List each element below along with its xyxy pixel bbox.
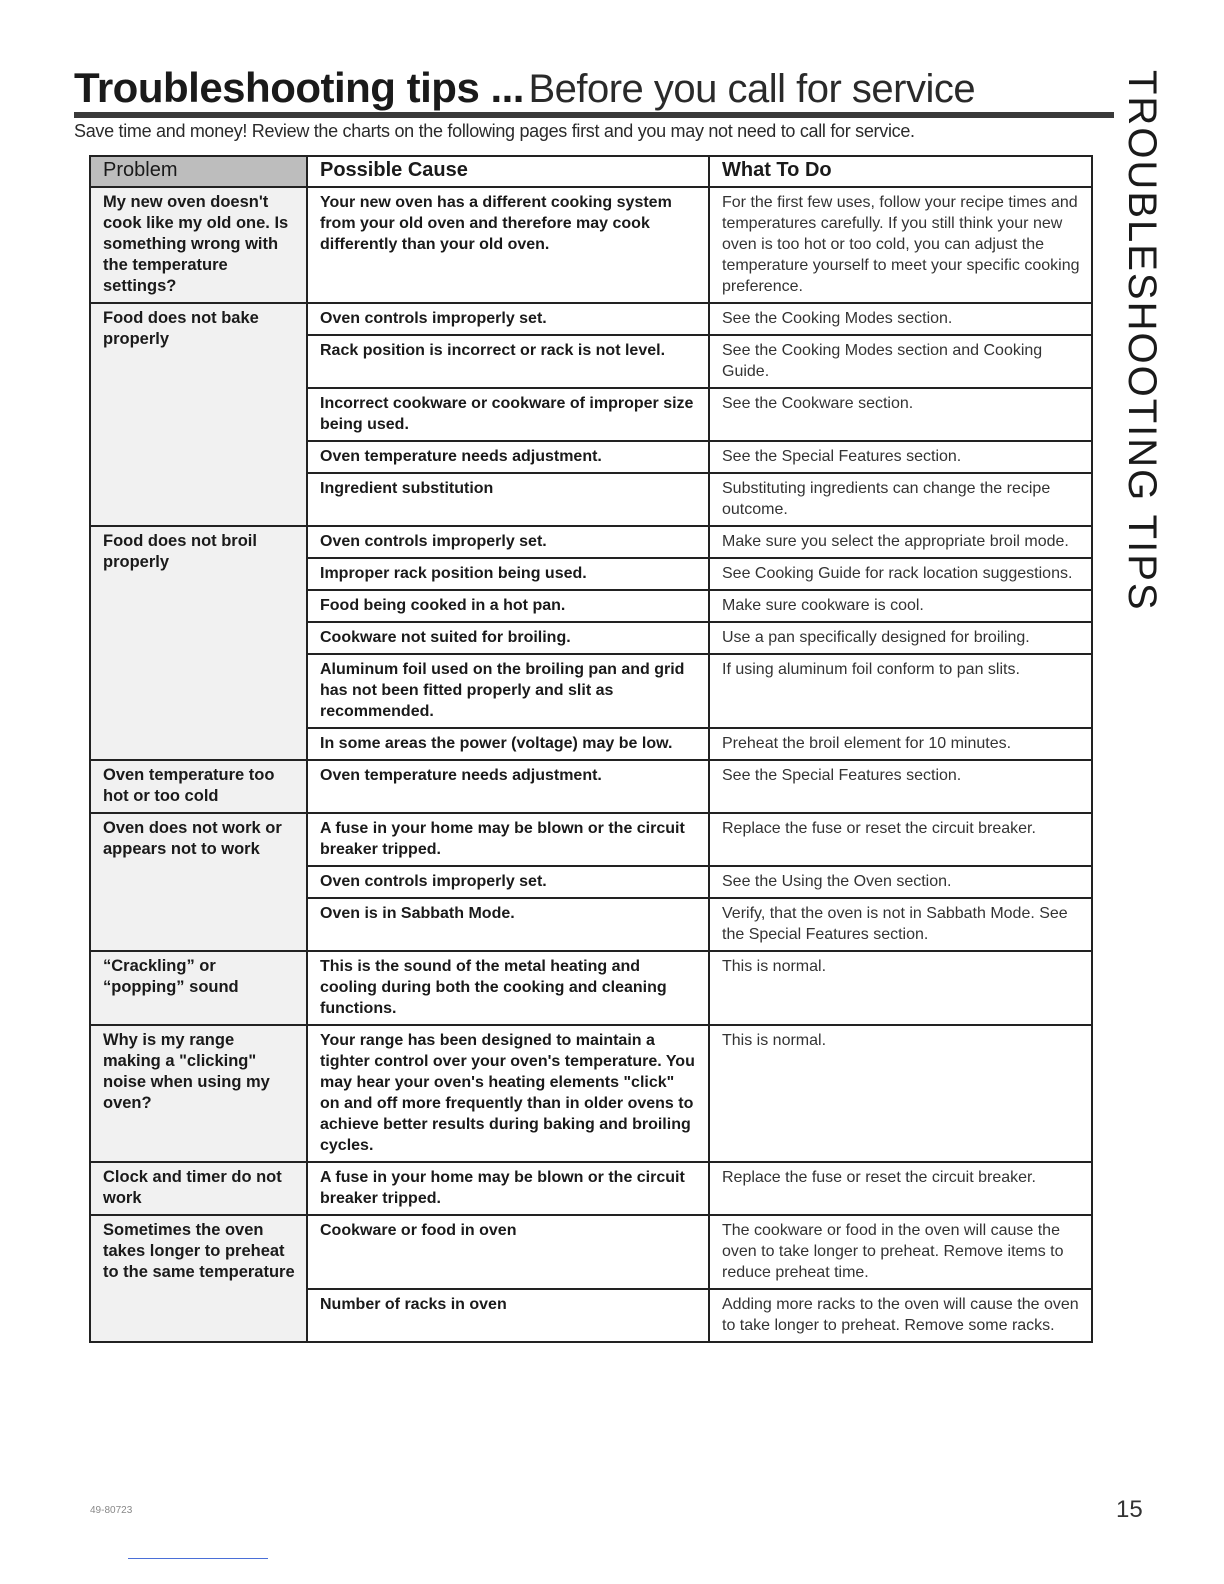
what-to-do-cell: See the Cooking Modes section and Cooking Guide.	[709, 335, 1092, 388]
cause-cell: Your new oven has a different cooking system from your old oven and therefore may cook differently than your old oven.	[307, 187, 709, 303]
table-row	[90, 1162, 1092, 1215]
cause-cell: Oven controls improperly set.	[307, 303, 709, 335]
what-to-do-cell: Adding more racks to the oven will cause the oven to take longer to preheat. Remove some racks.	[709, 1289, 1092, 1342]
cause-cell: Food being cooked in a hot pan.	[307, 590, 709, 622]
cause-cell: Incorrect cookware or cookware of improper size being used.	[307, 388, 709, 441]
side-tab	[1118, 70, 1174, 612]
header-what-to-do: What To Do	[709, 156, 1092, 187]
title-bold: Troubleshooting tips ...	[74, 64, 524, 111]
what-to-do-cell: Verify, that the oven is not in Sabbath Mode. See the Special Features section.	[709, 898, 1092, 951]
cause-cell: Cookware not suited for broiling.	[307, 622, 709, 654]
cause-cell: Cookware or food in oven	[307, 1215, 709, 1289]
problem-cell: Food does not broil properly	[90, 526, 307, 760]
cause-cell: Oven temperature needs adjustment.	[307, 760, 709, 813]
title-rule	[74, 112, 1114, 118]
what-to-do-cell: The cookware or food in the oven will cause the oven to take longer to preheat. Remove items to reduce preheat time.	[709, 1215, 1092, 1289]
table-row	[90, 187, 1092, 303]
what-to-do-cell: Make sure cookware is cool.	[709, 590, 1092, 622]
cause-cell: A fuse in your home may be blown or the circuit breaker tripped.	[307, 813, 709, 866]
cause-cell: Rack position is incorrect or rack is not level.	[307, 335, 709, 388]
what-to-do-cell: See the Special Features section.	[709, 760, 1092, 813]
cause-cell: Your range has been designed to maintain a tighter control over your oven's temperature. You may hear your oven's heating elements "click" on and off more frequently than in older ovens to achieve better results during baking and broiling cycles.	[307, 1025, 709, 1162]
what-to-do-cell: Replace the fuse or reset the circuit breaker.	[709, 813, 1092, 866]
cause-cell: This is the sound of the metal heating and cooling during both the cooking and cleaning functions.	[307, 951, 709, 1025]
what-to-do-cell: Substituting ingredients can change the recipe outcome.	[709, 473, 1092, 526]
what-to-do-cell: This is normal.	[709, 951, 1092, 1025]
document-code: 49-80723	[90, 1505, 133, 1516]
table-row	[90, 303, 1092, 335]
problem-cell: My new oven doesn't cook like my old one. Is something wrong with the temperature settings?	[90, 187, 307, 303]
header-problem: Problem	[90, 156, 307, 187]
table-row	[90, 813, 1092, 866]
cause-cell: Improper rack position being used.	[307, 558, 709, 590]
what-to-do-cell: See the Cookware section.	[709, 388, 1092, 441]
cause-cell: Ingredient substitution	[307, 473, 709, 526]
bottom-rule	[128, 1558, 268, 1559]
problem-cell: Why is my range making a "clicking" noise when using my oven?	[90, 1025, 307, 1162]
problem-cell: “Crackling” or “popping” sound	[90, 951, 307, 1025]
table-row	[90, 760, 1092, 813]
what-to-do-cell: Preheat the broil element for 10 minutes.	[709, 728, 1092, 760]
problem-cell: Oven does not work or appears not to work	[90, 813, 307, 951]
title-light: Before you call for service	[528, 67, 976, 111]
table-header-row	[90, 156, 1092, 187]
header-possible-cause: Possible Cause	[307, 156, 709, 187]
cause-cell: Oven is in Sabbath Mode.	[307, 898, 709, 951]
what-to-do-cell: If using aluminum foil conform to pan slits.	[709, 654, 1092, 728]
what-to-do-cell: See the Cooking Modes section.	[709, 303, 1092, 335]
what-to-do-cell: For the first few uses, follow your recipe times and temperatures carefully. If you still think your new oven is too hot or too cold, you can adjust the temperature yourself to meet your specific cooking preference.	[709, 187, 1092, 303]
table-row	[90, 526, 1092, 558]
page-subtitle: Save time and money! Review the charts on the following pages first and you may not need to call for service.	[74, 121, 915, 141]
cause-cell: Oven controls improperly set.	[307, 526, 709, 558]
table-row	[90, 1215, 1092, 1289]
cause-cell: Number of racks in oven	[307, 1289, 709, 1342]
what-to-do-cell: This is normal.	[709, 1025, 1092, 1162]
what-to-do-cell: See the Using the Oven section.	[709, 866, 1092, 898]
problem-cell: Sometimes the oven takes longer to preheat to the same temperature	[90, 1215, 307, 1342]
problem-cell: Oven temperature too hot or too cold	[90, 760, 307, 813]
cause-cell: Oven temperature needs adjustment.	[307, 441, 709, 473]
what-to-do-cell: Make sure you select the appropriate broil mode.	[709, 526, 1092, 558]
what-to-do-cell: Replace the fuse or reset the circuit breaker.	[709, 1162, 1092, 1215]
troubleshooting-table	[89, 155, 1093, 1343]
side-tab-label: TROUBLESHOOTING TIPS	[1120, 70, 1164, 612]
page-title	[74, 64, 1114, 112]
cause-cell: Oven controls improperly set.	[307, 866, 709, 898]
table-body	[90, 187, 1092, 1342]
cause-cell: In some areas the power (voltage) may be low.	[307, 728, 709, 760]
what-to-do-cell: See Cooking Guide for rack location suggestions.	[709, 558, 1092, 590]
cause-cell: Aluminum foil used on the broiling pan and grid has not been fitted properly and slit as recommended.	[307, 654, 709, 728]
problem-cell: Clock and timer do not work	[90, 1162, 307, 1215]
table-row	[90, 1025, 1092, 1162]
table-row	[90, 951, 1092, 1025]
what-to-do-cell: Use a pan specifically designed for broiling.	[709, 622, 1092, 654]
problem-cell: Food does not bake properly	[90, 303, 307, 526]
what-to-do-cell: See the Special Features section.	[709, 441, 1092, 473]
cause-cell: A fuse in your home may be blown or the circuit breaker tripped.	[307, 1162, 709, 1215]
page-number: 15	[1116, 1496, 1143, 1523]
